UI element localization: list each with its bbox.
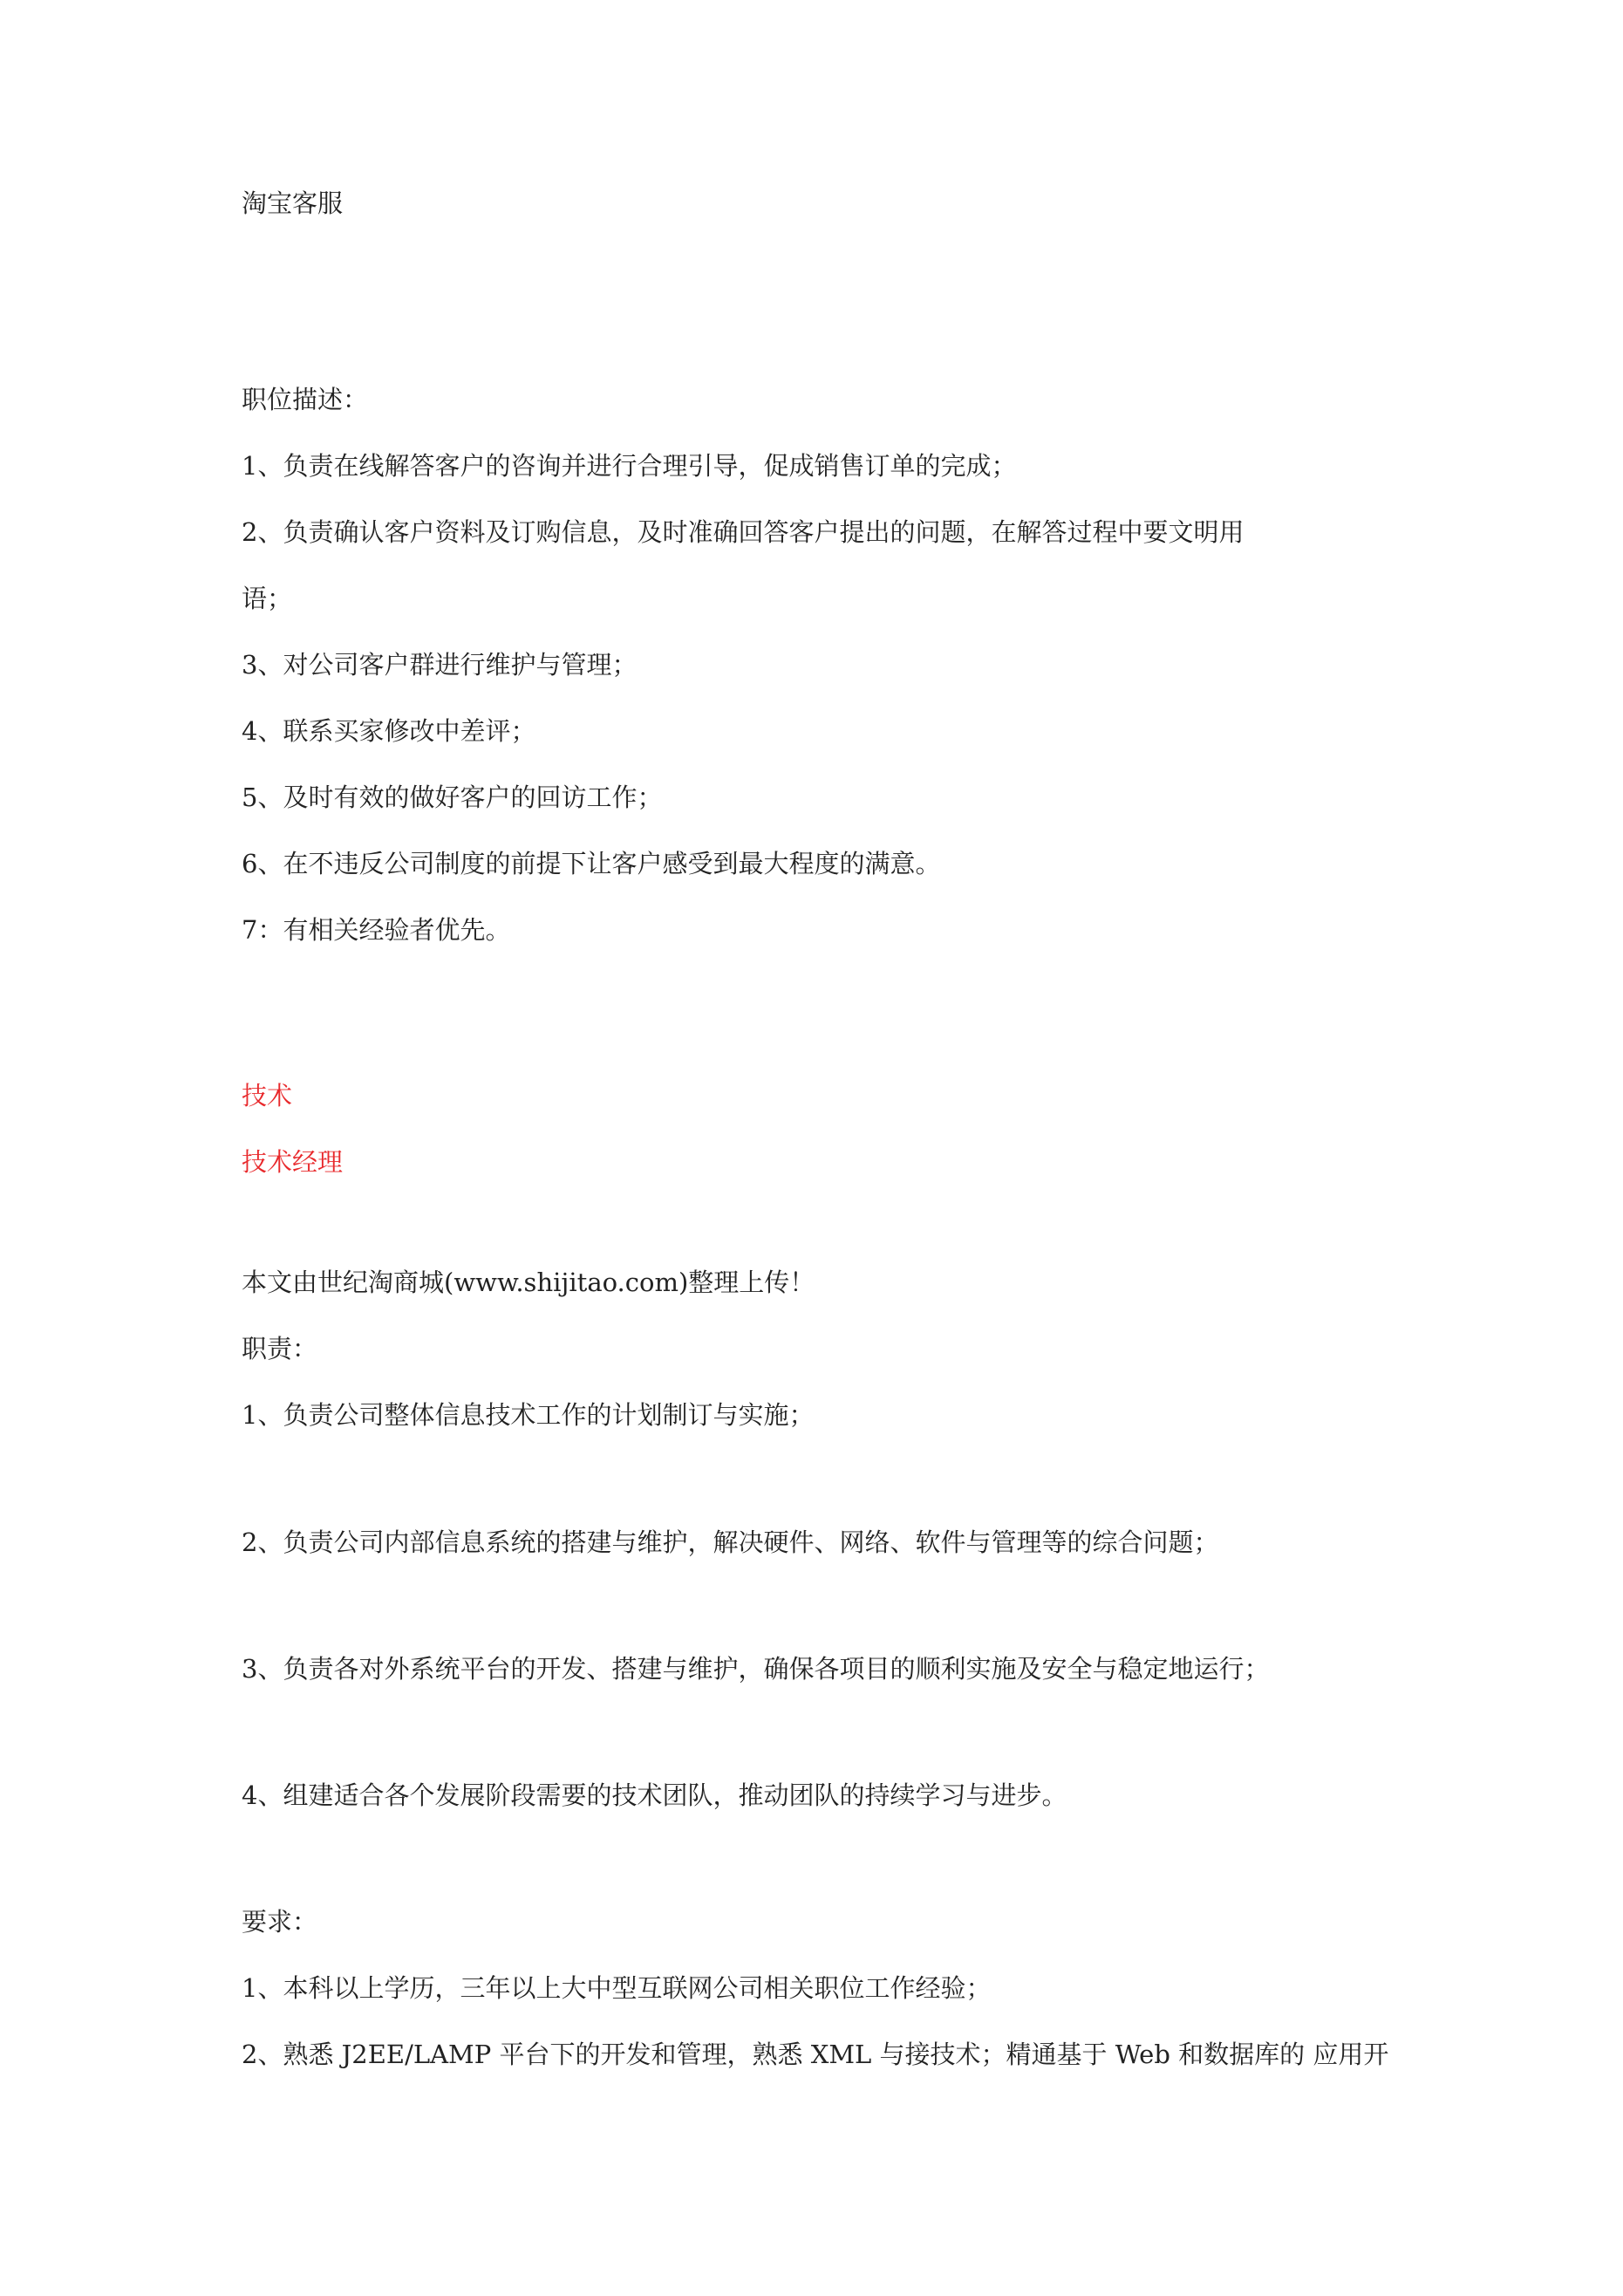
desc-item: 7：有相关经验者优先。 (242, 915, 511, 945)
section-heading-tech-manager: 技术经理 (242, 1147, 344, 1177)
desc-item: 3、对公司客户群进行维护与管理； (242, 650, 638, 680)
desc-item: 4、联系买家修改中差评； (242, 716, 536, 746)
heading-customer-service: 淘宝客服 (242, 188, 344, 218)
desc-item: 5、及时有效的做好客户的回访工作； (242, 782, 663, 812)
desc-item: 1、负责在线解答客户的咨询并进行合理引导，促成销售订单的完成； (242, 451, 1017, 481)
duty-item: 4、组建适合各个发展阶段需要的技术团队，推动团队的持续学习与进步。 (242, 1780, 1067, 1810)
desc-item: 语； (242, 584, 293, 613)
job-description-label: 职位描述： (242, 385, 369, 414)
duty-item: 2、负责公司内部信息系统的搭建与维护，解决硬件、网络、软件与管理等的综合问题； (242, 1527, 1219, 1557)
desc-item: 2、负责确认客户资料及订购信息，及时准确回答客户提出的问题，在解答过程中要文明用 (242, 517, 1245, 547)
req-item: 2、熟悉 J2EE/LAMP 平台下的开发和管理，熟悉 XML 与接技术；精通基于 Web 和数据库的 应用开 (242, 2040, 1389, 2069)
req-item: 1、本科以上学历，三年以上大中型互联网公司相关职位工作经验； (242, 1973, 992, 2003)
desc-item: 6、在不违反公司制度的前提下让客户感受到最大程度的满意。 (242, 849, 941, 878)
requirements-label: 要求： (242, 1907, 318, 1937)
duty-item: 1、负责公司整体信息技术工作的计划制订与实施； (242, 1400, 815, 1430)
section-heading-tech: 技术 (242, 1081, 293, 1110)
duty-item: 3、负责各对外系统平台的开发、搭建与维护，确保各项目的顺利实施及安全与稳定地运行； (242, 1654, 1270, 1684)
duty-label: 职责： (242, 1334, 318, 1363)
source-note: 本文由世纪淘商城(www.shijitao.com)整理上传！ (242, 1268, 815, 1297)
